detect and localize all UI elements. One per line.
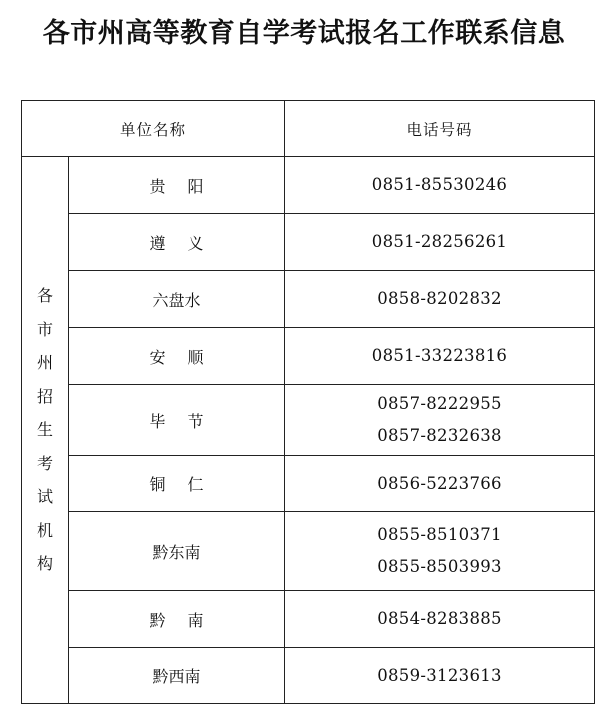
unit-name: 黔东南 [152,542,201,562]
unit-name: 铜仁 [149,475,226,494]
unit-name: 六盘水 [152,290,201,310]
page-title: 各市州高等教育自学考试报名工作联系信息 [42,18,566,49]
group-label-cell [22,157,69,704]
table-row [22,214,595,271]
unit-name: 安顺 [149,347,226,367]
phone-number: 0854-8283885 [377,609,502,628]
phone-number: 0855-8510371 [377,525,502,544]
header-unit-name: 单位名称 [22,101,285,157]
phone-number: 0855-8503993 [377,557,502,576]
unit-name: 贵阳 [149,176,226,196]
phone-number: 0851-28256261 [371,232,508,251]
table-row [22,271,595,328]
table-row [22,456,595,512]
phone-number: 0851-85530246 [371,175,508,194]
phone-number: 0851-33223816 [371,346,508,365]
table-row [22,591,595,648]
phone-number: 0857-8222955 [377,394,502,413]
phone-number: 0856-5223766 [377,473,502,493]
unit-name: 遵义 [149,233,226,253]
table-header-row [22,101,595,157]
contact-table [21,100,595,704]
header-phone-number: 电话号码 [285,101,595,157]
table-row [22,648,595,704]
phone-number: 0858-8202832 [377,289,502,308]
table-row [22,157,595,214]
unit-name: 黔西南 [152,667,201,686]
unit-name: 黔南 [149,610,226,630]
unit-name: 毕节 [149,411,226,431]
table-row [22,385,595,456]
phone-number: 0857-8232638 [377,426,502,445]
group-label: 各市州招生考试机构 [36,286,53,574]
table-row [22,328,595,385]
phone-number: 0859-3123613 [377,665,502,685]
table-row [22,512,595,591]
